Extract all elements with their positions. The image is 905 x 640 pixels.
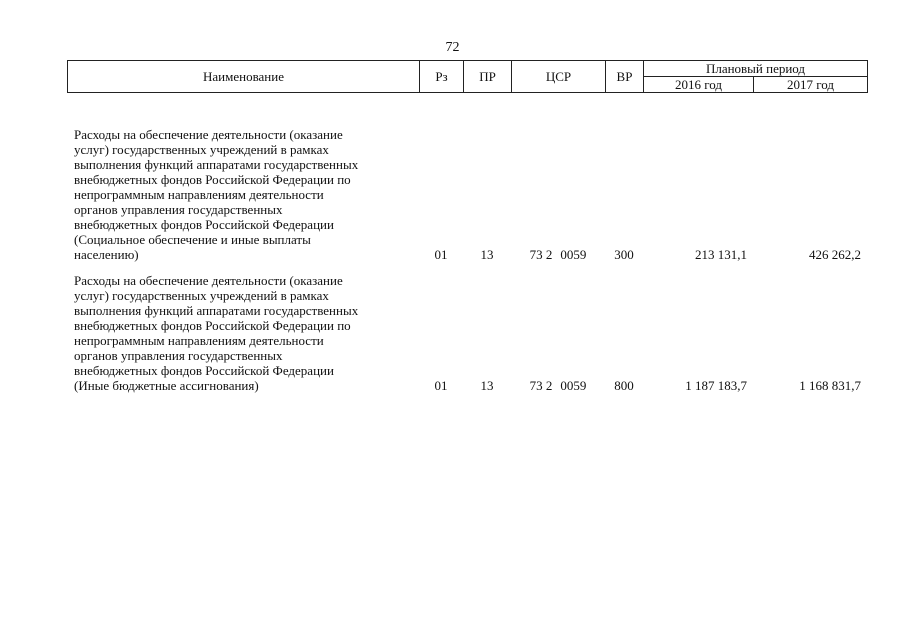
row-csr-direction: 0059	[560, 378, 587, 393]
header-pr: ПР	[464, 61, 512, 93]
row-amount-2016: 1 187 183,7	[685, 378, 747, 393]
row-rz: 01	[434, 378, 448, 393]
table-header	[67, 60, 868, 93]
header-csr: ЦСР	[512, 61, 606, 93]
row-csr	[511, 127, 605, 262]
table-row	[67, 127, 867, 262]
row-name: Расходы на обеспечение деятельности (оказание услуг) государственных учреждений в рамках выполнения функций аппаратами государственных внебюджетных фондов Российской Федерации по непрограммным направлениям деятельности органов управления государственных внебюджетных фондов Российской Федерации (Социальное обеспечение и иные выплаты населению)	[74, 127, 359, 262]
header-name: Наименование	[68, 61, 420, 93]
header-rz: Рз	[420, 61, 464, 93]
row-pr: 13	[480, 378, 494, 393]
row-amount-2017: 1 168 831,7	[799, 378, 861, 393]
row-csr-direction: 0059	[560, 247, 587, 262]
row-rz: 01	[434, 247, 448, 262]
page-number: 72	[445, 40, 460, 55]
header-year-2016: 2016 год	[644, 77, 754, 93]
row-amount-2017: 426 262,2	[809, 247, 861, 262]
row-amount-2016: 213 131,1	[695, 247, 747, 262]
table-row	[67, 273, 867, 393]
row-vr: 300	[614, 247, 634, 262]
row-name: Расходы на обеспечение деятельности (оказание услуг) государственных учреждений в рамках выполнения функций аппаратами государственных внебюджетных фондов Российской Федерации по непрограммным направлениям деятельности органов управления государственных внебюджетных фондов Российской Федерации (Иные бюджетные ассигнования)	[74, 273, 359, 393]
header-vr: ВР	[606, 61, 644, 93]
row-csr	[511, 273, 605, 393]
row-csr-program: 73 2	[529, 378, 553, 393]
row-csr-program: 73 2	[529, 247, 553, 262]
header-planning-period: Плановый период	[644, 61, 868, 77]
row-vr: 800	[614, 378, 634, 393]
row-pr: 13	[480, 247, 494, 262]
header-year-2017: 2017 год	[754, 77, 868, 93]
table-body	[67, 127, 867, 393]
